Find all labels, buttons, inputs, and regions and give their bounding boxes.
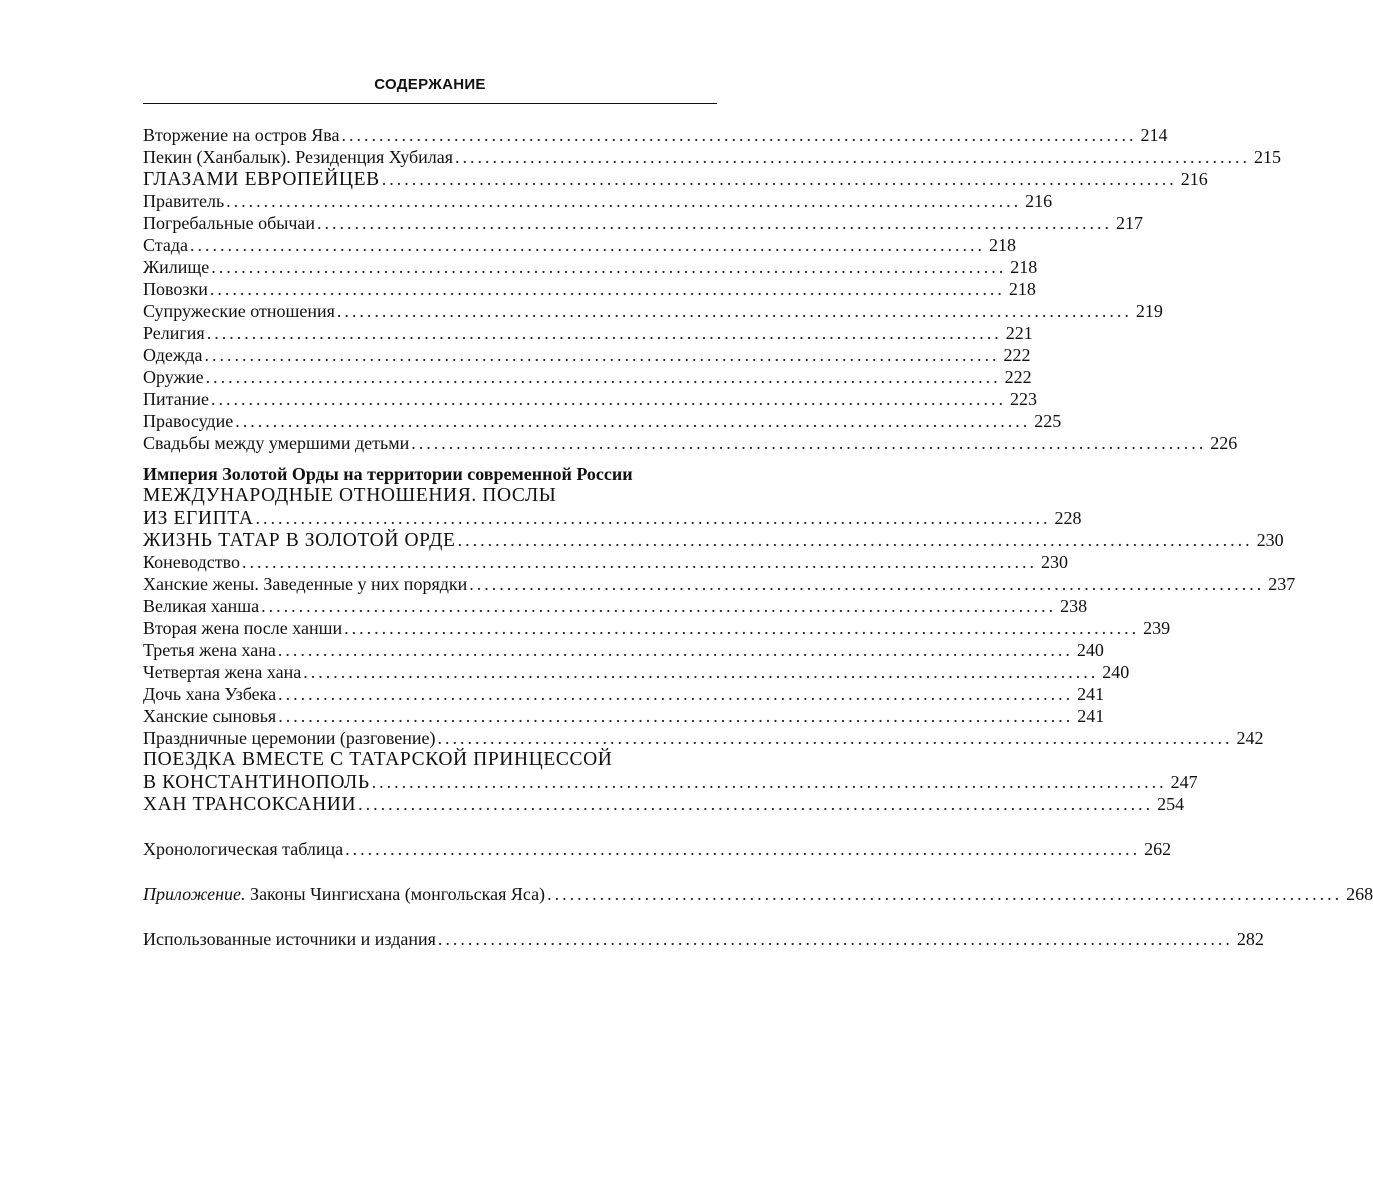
toc-entry-page: 228	[1054, 508, 1082, 528]
toc-entry-title: Питание	[143, 389, 209, 409]
toc-entry-page: 240	[1076, 640, 1104, 660]
toc-entry-title: Правитель	[143, 191, 225, 211]
toc-entry-page: 239	[1143, 618, 1171, 638]
toc-entry-title: Коневодство	[143, 552, 240, 572]
dot-leader: ..........................................................................................................	[381, 169, 1177, 189]
dot-leader: ..........................................................................................................	[206, 323, 1002, 343]
toc-entry-page: 218	[1008, 279, 1036, 299]
toc-entry-title: Ханские сыновья	[143, 706, 277, 726]
toc-entry-page: 222	[1003, 345, 1031, 365]
toc-entry-title: Использованные источники и издания	[143, 929, 436, 949]
dot-leader: ..........................................................................................................	[371, 772, 1167, 792]
dot-leader: ..........................................................................................................	[455, 147, 1251, 167]
toc-entry-page: 223	[1009, 389, 1037, 409]
part-heading: Империя Золотой Орды на территории современной России	[143, 464, 633, 484]
dot-leader: ..........................................................................................................	[235, 411, 1031, 431]
dot-leader: ..........................................................................................................	[358, 794, 1154, 814]
dot-leader: ..........................................................................................................	[547, 884, 1343, 904]
toc-entry	[143, 551, 1068, 573]
dot-leader: ..........................................................................................................	[437, 929, 1233, 949]
toc-entry	[143, 322, 1033, 344]
toc-entry-title: Погребальные обычаи	[143, 213, 316, 233]
toc-entry-title: Ханские жены. Заведенные у них порядки	[143, 574, 468, 594]
toc-entry-title: Религия	[143, 323, 205, 343]
toc-entry	[143, 705, 1105, 727]
toc-entry	[143, 300, 1163, 322]
toc-entry	[143, 256, 1038, 278]
toc-entry	[143, 661, 1130, 683]
toc-entry-page: 216	[1025, 191, 1053, 211]
toc-entry-page: 242	[1236, 728, 1264, 748]
toc-entry	[143, 234, 1016, 256]
dot-leader: ..........................................................................................................	[241, 552, 1037, 572]
toc-entry-page: 238	[1060, 596, 1088, 616]
dot-leader: ..........................................................................................................	[277, 640, 1073, 660]
toc-entry	[143, 529, 1284, 551]
dot-leader: ..........................................................................................................	[317, 213, 1113, 233]
toc-entry	[143, 168, 1208, 190]
toc-entry-page: 247	[1170, 772, 1198, 792]
toc-entry-title: В КОНСТАНТИНОПОЛЬ	[143, 772, 370, 793]
toc-entry	[143, 278, 1036, 300]
toc-entry-title: Дочь хана Узбека	[143, 684, 277, 704]
dot-leader: ..........................................................................................................	[261, 596, 1057, 616]
dot-leader: ..........................................................................................................	[469, 574, 1265, 594]
toc-entry	[143, 595, 1088, 617]
toc-entry-page: 226	[1210, 433, 1238, 453]
toc-entry	[143, 928, 1264, 950]
dot-leader: ..........................................................................................................	[341, 125, 1137, 145]
toc-entry-title: Супружеские отношения	[143, 301, 335, 321]
toc-entry-page: 217	[1116, 213, 1144, 233]
toc-entry-page: 215	[1254, 147, 1282, 167]
toc-entry-page: 254	[1157, 794, 1185, 814]
toc-entry-title: ГЛАЗАМИ ЕВРОПЕЙЦЕВ	[143, 169, 380, 190]
toc-entry	[143, 366, 1032, 388]
toc-entry-title: Стада	[143, 235, 188, 255]
toc-entry-title: Оружие	[143, 367, 204, 387]
dot-leader: ..........................................................................................................	[190, 235, 985, 255]
toc-entry	[143, 432, 1238, 454]
toc-entry-page: 240	[1102, 662, 1130, 682]
toc-entry-title: Правосудие	[143, 411, 234, 431]
toc-entry-title: Свадьбы между умершими детьми	[143, 433, 410, 453]
toc-entry-title: Пекин (Ханбалык). Резиденция Хубилая	[143, 147, 454, 167]
toc-entry-title: ЖИЗНЬ ТАТАР В ЗОЛОТОЙ ОРДЕ	[143, 530, 456, 551]
toc-entry	[143, 727, 1264, 749]
toc-entry-title-line1: МЕЖДУНАРОДНЫЕ ОТНОШЕНИЯ. ПОСЛЫ	[143, 485, 557, 506]
toc-entry-title: Повозки	[143, 279, 208, 299]
toc-entry-page: 218	[1010, 257, 1038, 277]
dot-leader: ..........................................................................................................	[278, 684, 1074, 704]
toc-entry-title: Четвертая жена хана	[143, 662, 302, 682]
toc-entry-page: 230	[1256, 530, 1284, 550]
dot-leader: ..........................................................................................................	[226, 191, 1022, 211]
toc-entry	[143, 617, 1171, 639]
toc-entry	[143, 344, 1031, 366]
toc-entry	[143, 639, 1104, 661]
toc-entry-page: 268	[1346, 884, 1373, 904]
toc-entry-title: Жилище	[143, 257, 210, 277]
dot-leader: ..........................................................................................................	[345, 839, 1141, 859]
toc-entry-title: Великая ханша	[143, 596, 260, 616]
table-of-contents	[143, 124, 1373, 950]
toc-entry	[143, 793, 1185, 815]
dot-leader: ..........................................................................................................	[411, 433, 1207, 453]
toc-entry-title	[143, 883, 545, 905]
dot-leader: ..........................................................................................................	[437, 728, 1233, 748]
toc-entry	[143, 573, 1296, 595]
dot-leader: ..........................................................................................................	[278, 706, 1074, 726]
toc-entry	[143, 190, 1053, 212]
toc-entry-title: Третья жена хана	[143, 640, 276, 660]
toc-entry	[143, 124, 1168, 146]
toc-entry	[143, 883, 1373, 905]
toc-entry-page: 282	[1236, 929, 1264, 949]
toc-entry-page: 230	[1040, 552, 1068, 572]
toc-entry-page: 241	[1077, 684, 1105, 704]
toc-entry-page: 222	[1004, 367, 1032, 387]
dot-leader: ..........................................................................................................	[255, 508, 1051, 528]
dot-leader: ..........................................................................................................	[205, 367, 1001, 387]
toc-entry	[143, 771, 1198, 793]
toc-entry-title: Хронологическая таблица	[143, 839, 344, 859]
toc-entry	[143, 838, 1172, 860]
toc-entry-page: 216	[1180, 169, 1208, 189]
dot-leader: ..........................................................................................................	[204, 345, 1000, 365]
dot-leader: ..........................................................................................................	[336, 301, 1132, 321]
header-rule	[143, 103, 717, 104]
dot-leader: ..........................................................................................................	[344, 618, 1140, 638]
toc-entry-page: 219	[1135, 301, 1163, 321]
toc-entry	[143, 388, 1037, 410]
toc-entry-title: Вторжение на остров Ява	[143, 125, 340, 145]
toc-entry-page: 225	[1034, 411, 1062, 431]
toc-entry-page: 221	[1005, 323, 1033, 343]
toc-entry-title: ИЗ ЕГИПТА	[143, 508, 254, 529]
appendix-label: Приложение.	[143, 884, 246, 904]
toc-entry	[143, 146, 1282, 168]
toc-entry-title: Вторая жена после ханши	[143, 618, 343, 638]
running-head: СОДЕРЖАНИЕ	[374, 76, 486, 93]
dot-leader: ..........................................................................................................	[209, 279, 1005, 299]
dot-leader: ..........................................................................................................	[210, 389, 1006, 409]
dot-leader: ..........................................................................................................	[457, 530, 1253, 550]
toc-entry-page: 241	[1077, 706, 1105, 726]
toc-entry	[143, 507, 1082, 529]
toc-entry-page: 214	[1140, 125, 1168, 145]
dot-leader: ..........................................................................................................	[303, 662, 1099, 682]
toc-entry-page: 262	[1144, 839, 1172, 859]
toc-entry	[143, 410, 1062, 432]
toc-entry	[143, 212, 1144, 234]
toc-entry-title: Одежда	[143, 345, 203, 365]
dot-leader: ..........................................................................................................	[211, 257, 1007, 277]
appendix-title: Законы Чингисхана (монгольская Яса)	[245, 884, 546, 904]
toc-entry-page: 237	[1268, 574, 1296, 594]
toc-entry-page: 218	[989, 235, 1016, 255]
toc-entry-title: ХАН ТРАНСОКСАНИИ	[143, 794, 357, 815]
toc-entry-title: Праздничные церемонии (разговение)	[143, 728, 436, 748]
toc-entry-title-line1: ПОЕЗДКА ВМЕСТЕ С ТАТАРСКОЙ ПРИНЦЕССОЙ	[143, 749, 613, 770]
toc-entry	[143, 683, 1105, 705]
